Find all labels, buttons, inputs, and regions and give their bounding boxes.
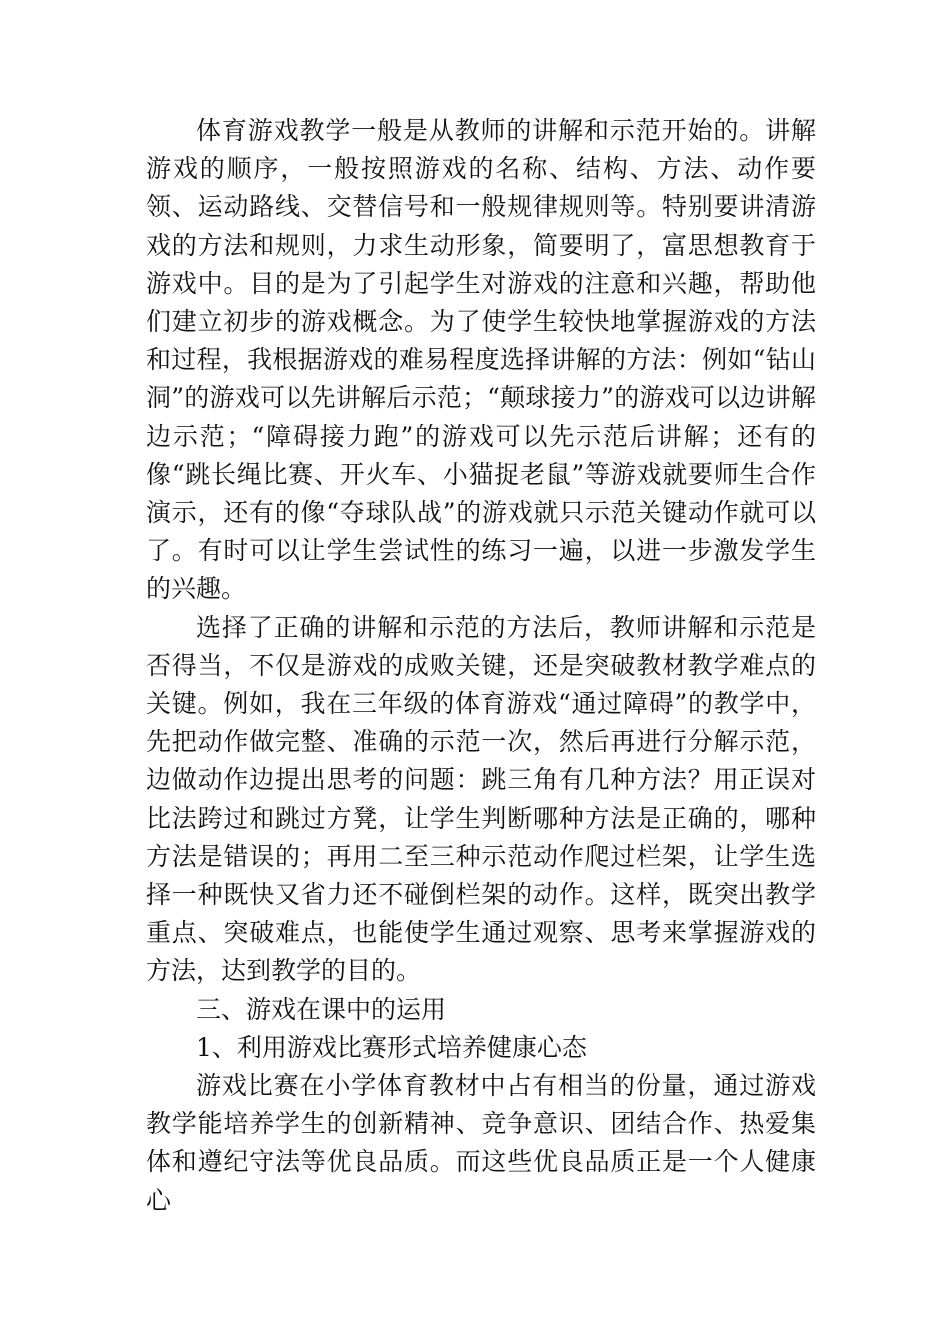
section-heading: 三、游戏在课中的运用 xyxy=(196,994,447,1024)
paragraph-1: 体育游戏教学一般是从教师的讲解和示范开始的。讲解游戏的顺序，一般按照游戏的名称、结构、方法、动作要领、运动路线、交替信号和一般规律规则等。特别要讲清游戏的方法和规则，力求生动形象，简要明了，富思想教育于游戏中。目的是为了引起学生对游戏的注意和兴趣，帮助他们建立初步的游戏概念。为了使学生较快地掌握游戏的方法和过程，我根据游戏的难易程度选择讲解的方法：例如“钻山洞”的游戏可以先讲解后示范；“颠球接力”的游戏可以边讲解边示范；“障碍接力跑”的游戏可以先示范后讲解；还有的像“跳长绳比赛、开火车、小猫捉老鼠”等游戏就要师生合作演示，还有的像“夺球队战”的游戏就只示范关键动作就可以了。有时可以让学生尝试性的练习一遍，以进一步激发学生的兴趣。 xyxy=(146,116,816,604)
paragraph-2: 选择了正确的讲解和示范的方法后，教师讲解和示范是否得当，不仅是游戏的成败关键，还是突破教材教学难点的关键。例如，我在三年级的体育游戏“通过障碍”的教学中，先把动作做完整、准确的示范一次，然后再进行分解示范，边做动作边提出思考的问题：跳三角有几种方法？用正误对比法跨过和跳过方凳，让学生判断哪种方法是正确的，哪种方法是错误的；再用二至三种示范动作爬过栏架，让学生选择一种既快又省力还不碰倒栏架的动作。这样，既突出教学重点、突破难点，也能使学生通过观察、思考来掌握游戏的方法，达到教学的目的。 xyxy=(146,612,816,986)
subsection-heading: 1、利用游戏比赛形式培养健康心态 xyxy=(196,1032,587,1062)
document-body xyxy=(146,112,816,1220)
paragraph-3: 游戏比赛在小学体育教材中占有相当的份量，通过游戏教学能培养学生的创新精神、竞争意识、团结合作、热爱集体和遵纪守法等优良品质。而这些优良品质正是一个人健康心 xyxy=(146,1071,816,1215)
